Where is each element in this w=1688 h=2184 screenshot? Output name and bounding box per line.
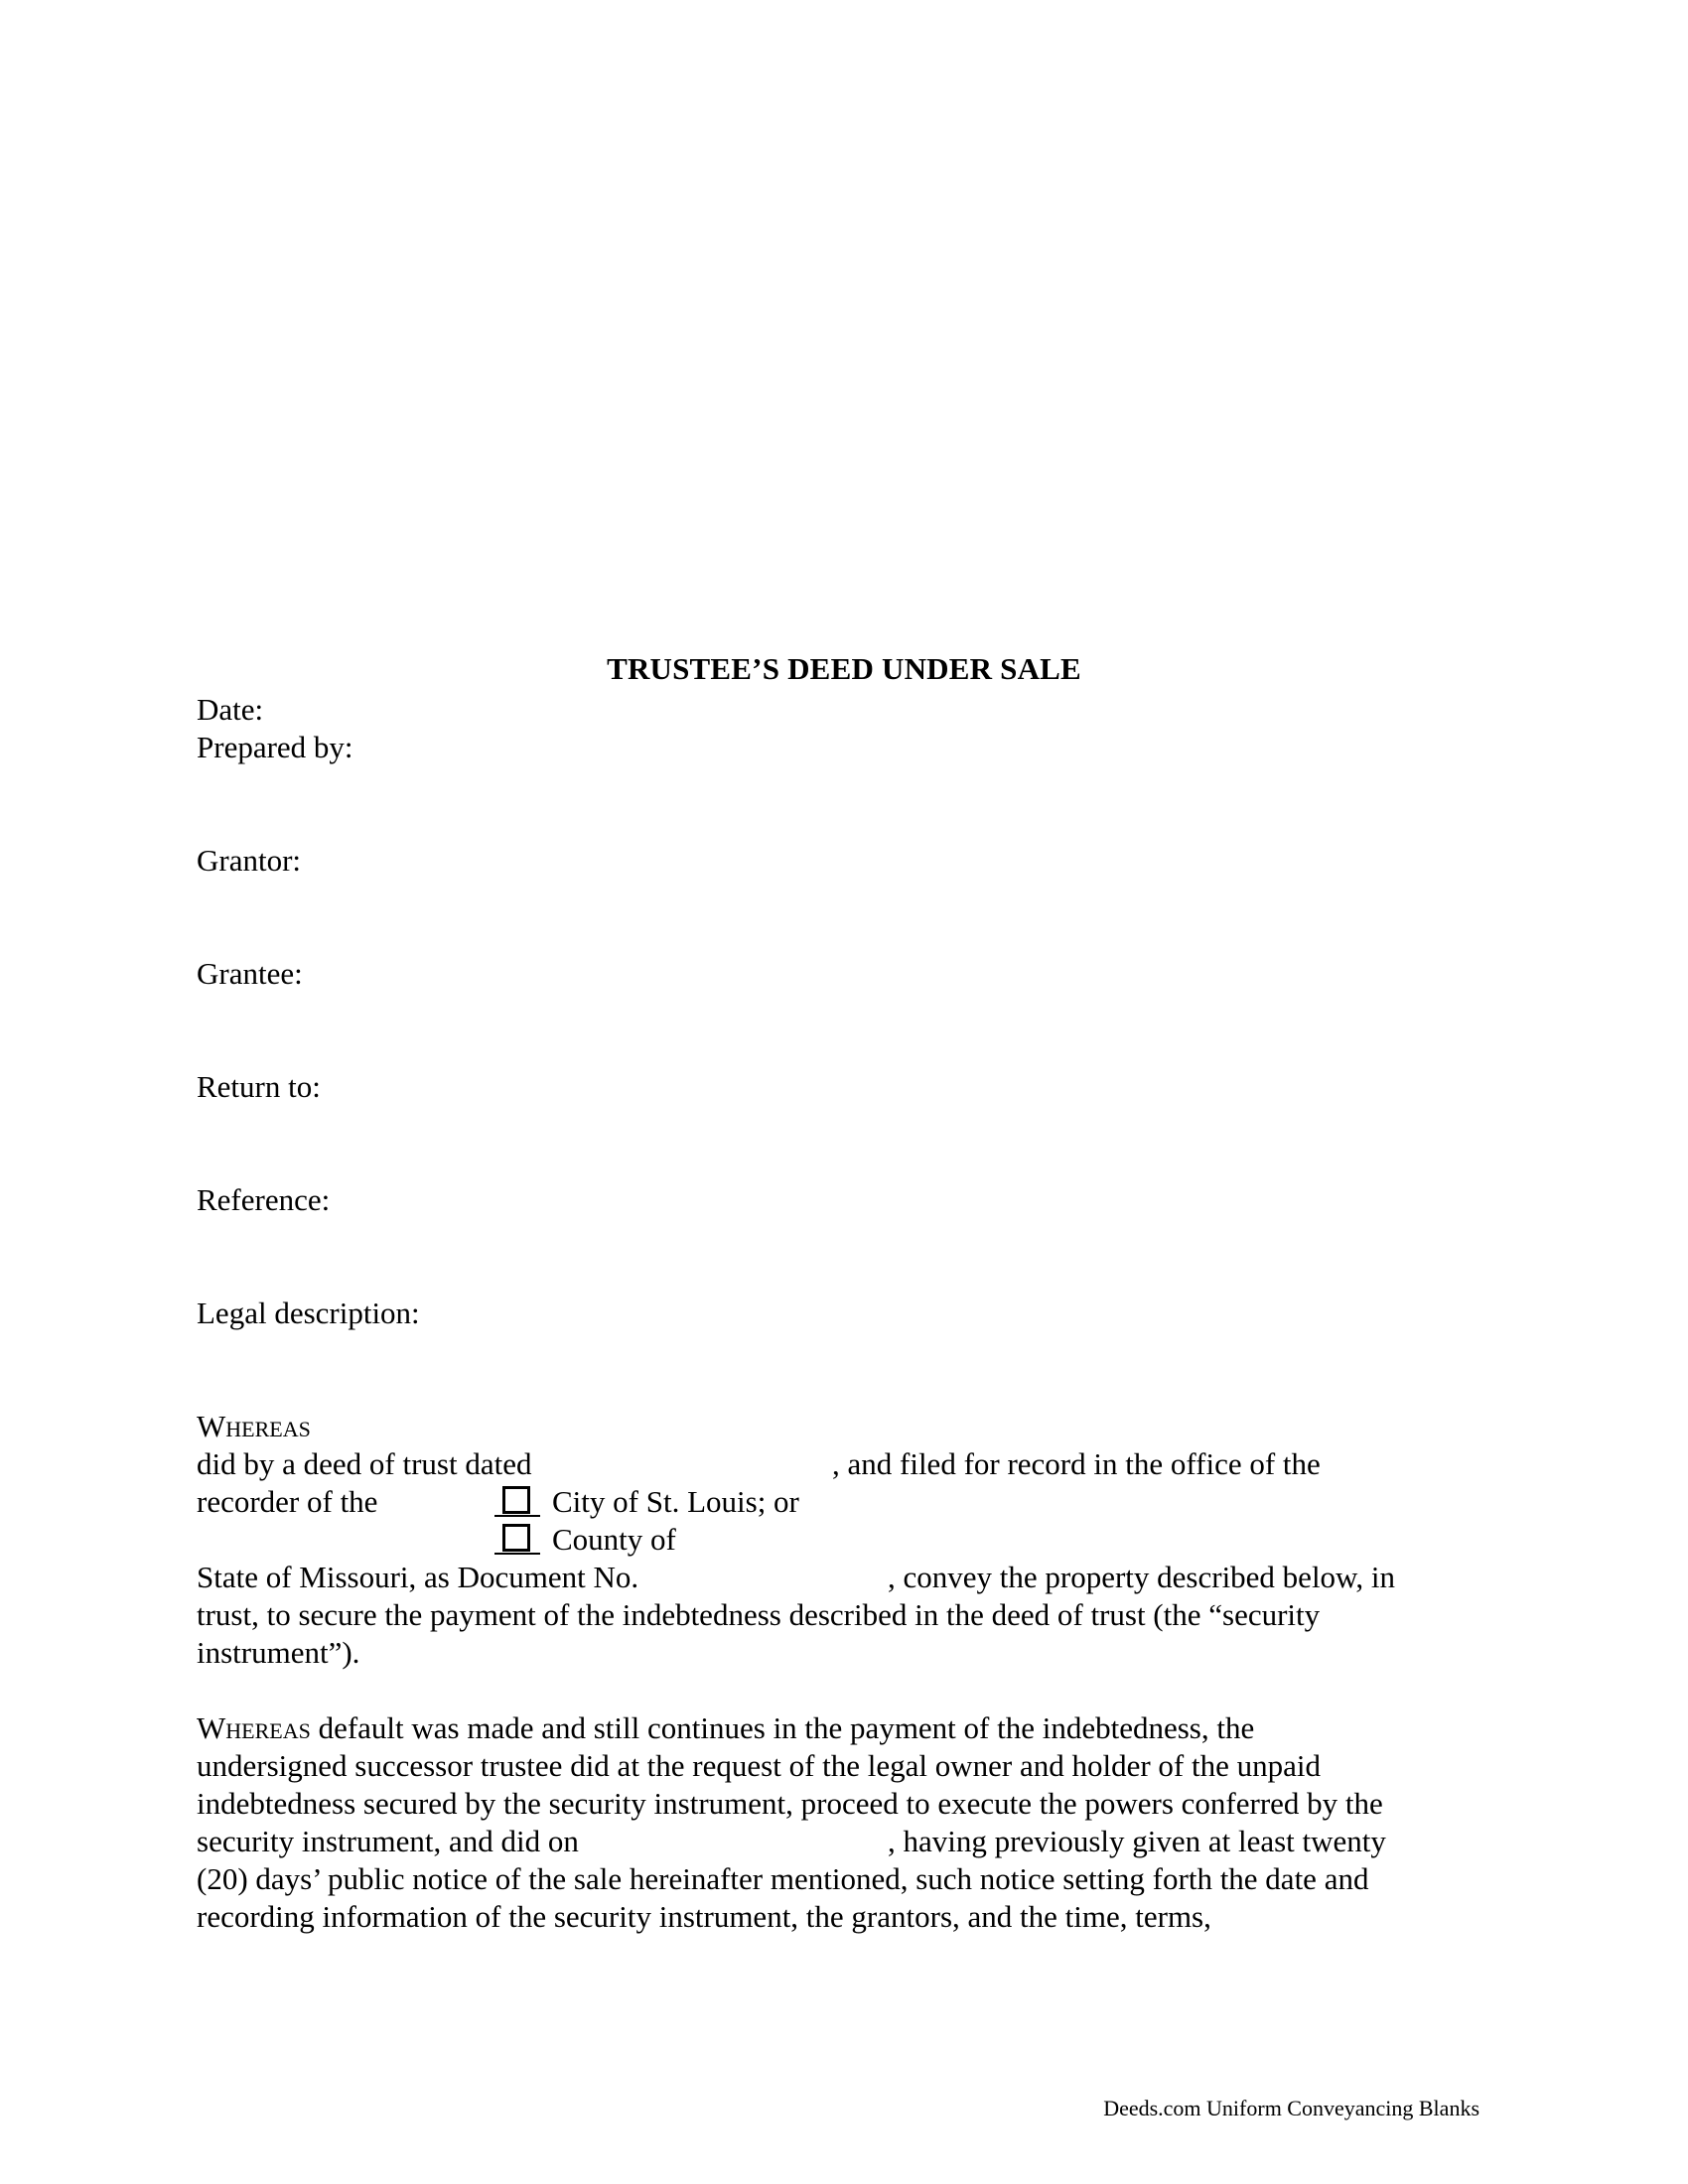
- recital-2-line-5: (20) days’ public notice of the sale hereinafter mentioned, such notice setting forth the date and: [197, 1861, 1369, 1896]
- recital-2-line-4a: security instrument, and did on: [197, 1824, 579, 1858]
- recital-2-lead-word: Whereas: [197, 1710, 311, 1745]
- grantee-label: Grantee:: [197, 956, 303, 991]
- city-of-st-louis-checkbox[interactable]: [502, 1486, 530, 1514]
- recital-2-line-2: undersigned successor trustee did at the request of the legal owner and holder of the unpaid: [197, 1748, 1321, 1783]
- recital-2-line-4b: , having previously given at least twenty: [888, 1824, 1386, 1858]
- recital-1-line-3b: , convey the property described below, in: [888, 1560, 1396, 1594]
- recital-1-line-1b: , and filed for record in the office of the: [832, 1446, 1321, 1481]
- checkbox-underline: [494, 1515, 540, 1517]
- recital-1-line-2: recorder of the: [197, 1484, 378, 1519]
- reference-label: Reference:: [197, 1182, 331, 1217]
- option-city-label: City of St. Louis; or: [552, 1484, 799, 1519]
- county-of-checkbox[interactable]: [502, 1524, 530, 1552]
- recital-1-line-3a: State of Missouri, as Document No.: [197, 1560, 639, 1594]
- legal-description-label: Legal description:: [197, 1296, 420, 1330]
- prepared-by-label: Prepared by:: [197, 730, 353, 764]
- page-footer: Deeds.com Uniform Conveyancing Blanks: [1103, 2096, 1479, 2120]
- date-label: Date:: [197, 692, 264, 727]
- grantor-label: Grantor:: [197, 843, 302, 878]
- recital-2-line-1-rest: default was made and still continues in the payment of the indebtedness, the: [310, 1710, 1255, 1745]
- recital-1-line-4: trust, to secure the payment of the indebtedness described in the deed of trust (the “security: [197, 1597, 1321, 1632]
- recital-2-line-6: recording information of the security instrument, the grantors, and the time, terms,: [197, 1899, 1211, 1934]
- recital-1-lead-word: Whereas: [197, 1409, 311, 1443]
- checkbox-underline: [494, 1553, 540, 1555]
- recital-1-line-1a: did by a deed of trust dated: [197, 1446, 532, 1481]
- recital-2-line-3: indebtedness secured by the security instrument, proceed to execute the powers conferred by the: [197, 1786, 1383, 1821]
- return-to-label: Return to:: [197, 1069, 321, 1104]
- document-title: TRUSTEE’S DEED UNDER SALE: [607, 651, 1081, 686]
- recital-1-line-5: instrument”).: [197, 1635, 360, 1670]
- option-county-label: County of: [552, 1522, 676, 1557]
- recital-2-line-1: [197, 1709, 1254, 1747]
